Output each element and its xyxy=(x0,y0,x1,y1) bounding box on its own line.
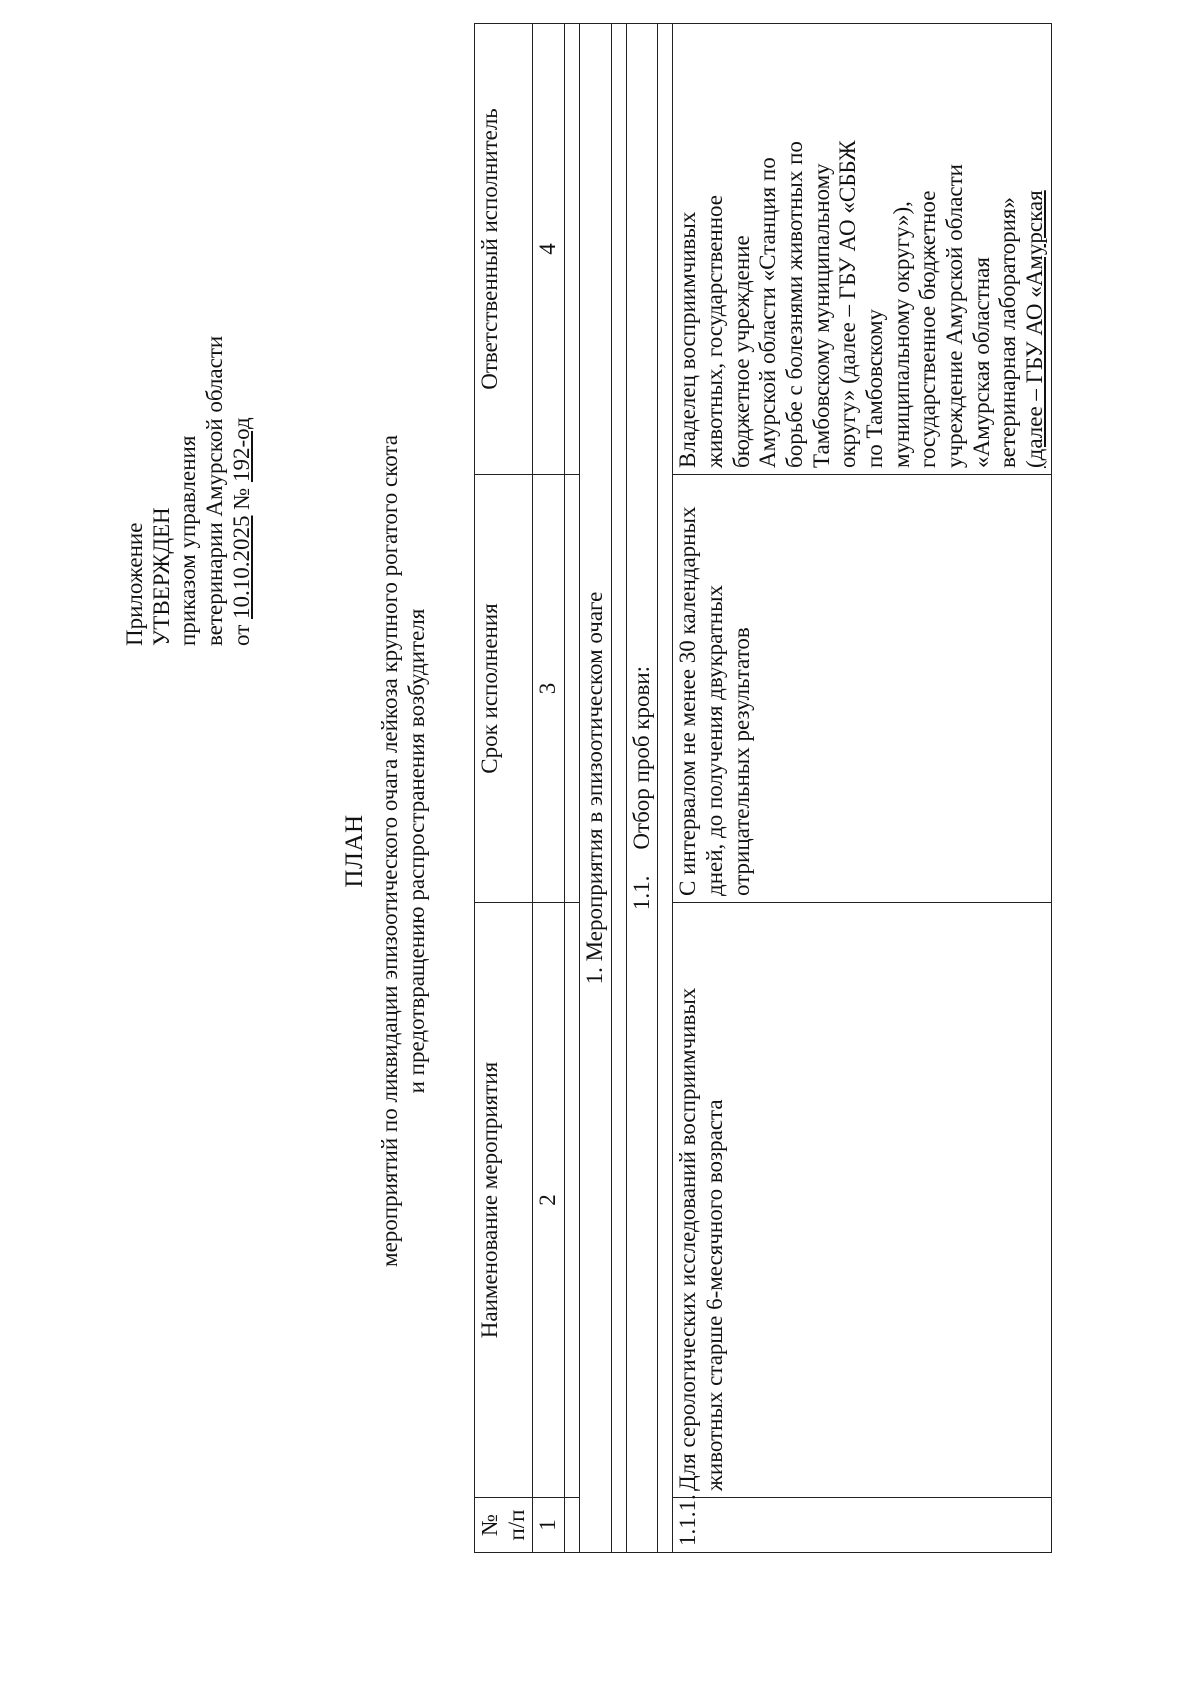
document-page xyxy=(50,61,1150,1641)
header-number xyxy=(475,1497,533,1552)
executor-line: животных, государственное xyxy=(702,194,728,468)
executor-line: округу» (далее – ГБУ АО «СББЖ xyxy=(835,139,861,468)
subsection-title: Отбор проб крови: xyxy=(628,665,654,850)
approval-line-order: приказом управления xyxy=(175,435,201,646)
executor-line: (далее – ГБУ АО «Амурская xyxy=(1022,189,1048,468)
header-executor: Ответственный исполнитель xyxy=(475,23,533,474)
subsection-cell xyxy=(626,23,658,1552)
approval-date-line xyxy=(229,86,256,646)
executor-line: борьбе с болезнями животных по xyxy=(782,140,808,468)
column-numbers-row xyxy=(533,23,565,1552)
executor-line: муниципальному округу»), xyxy=(888,200,914,468)
section-title: 1. Мероприятия в эпизоотическом очаге xyxy=(580,23,612,1552)
row-deadline: С интервалом не менее 30 календарных дней, до получения двукратных отрицательных результатов xyxy=(673,474,1051,902)
spacer-cell xyxy=(565,1497,580,1552)
spacer-cell xyxy=(611,23,626,1552)
approval-stamp xyxy=(122,86,255,646)
title-line-2: и предотвращению распространения возбудителя xyxy=(403,608,429,1093)
approval-line-appendix: Приложение xyxy=(122,522,147,646)
title-line-1: мероприятий по ликвидации эпизоотического очага лейкоза крупного рогатого скота xyxy=(377,434,402,1267)
header-number-sign: № xyxy=(477,1513,502,1536)
subsection-row xyxy=(626,23,658,1552)
title-plan: ПЛАН xyxy=(341,813,368,888)
executor-line: Амурской области «Станция по xyxy=(755,156,781,468)
table-row xyxy=(673,23,1051,1552)
col-number-1: 1 xyxy=(533,1497,565,1552)
spacer-row xyxy=(611,23,626,1552)
executor-line: «Амурская областная xyxy=(968,256,994,468)
header-name: Наименование мероприятия xyxy=(475,902,533,1497)
spacer-cell xyxy=(565,474,580,902)
approval-date-prefix: от xyxy=(228,618,254,646)
col-number-3: 3 xyxy=(533,474,565,902)
spacer-row xyxy=(658,23,673,1552)
table-header-row xyxy=(475,23,533,1552)
executor-line: по Тамбовскому xyxy=(862,308,888,468)
header-number-pp: п/п xyxy=(503,1509,529,1541)
approval-line-department: ветеринарии Амурской области xyxy=(202,335,228,646)
executor-line: ветеринарная лаборатория» xyxy=(995,196,1021,468)
approval-date: 10.10.2025 xyxy=(228,515,254,619)
row-number: 1.1.1. xyxy=(673,1497,1051,1552)
approval-number: 192-од xyxy=(228,416,254,482)
approval-line-approved: УТВЕРЖДЕН xyxy=(148,506,174,646)
subsection-number: 1.1. xyxy=(628,875,654,910)
approval-number-sign: № xyxy=(228,481,254,515)
document-title xyxy=(340,61,430,1641)
executor-line: Владелец восприимчивых xyxy=(675,211,701,468)
col-number-4: 4 xyxy=(533,23,565,474)
col-number-2: 2 xyxy=(533,902,565,1497)
executor-line: учреждение Амурской области xyxy=(942,163,968,468)
section-row xyxy=(580,23,612,1552)
spacer-row xyxy=(565,23,580,1552)
spacer-cell xyxy=(565,902,580,1497)
row-executor xyxy=(673,23,1051,474)
header-deadline: Срок исполнения xyxy=(475,474,533,902)
executor-line: Тамбовскому муниципальному xyxy=(808,162,834,468)
executor-line: государственное бюджетное xyxy=(915,190,941,468)
plan-table xyxy=(474,23,1052,1553)
executor-line: бюджетное учреждение xyxy=(728,234,754,468)
spacer-cell xyxy=(565,23,580,474)
row-name: Для серологических исследований восприимчивых животных старше 6-месячного возраста xyxy=(673,902,1051,1497)
spacer-cell xyxy=(658,23,673,1552)
